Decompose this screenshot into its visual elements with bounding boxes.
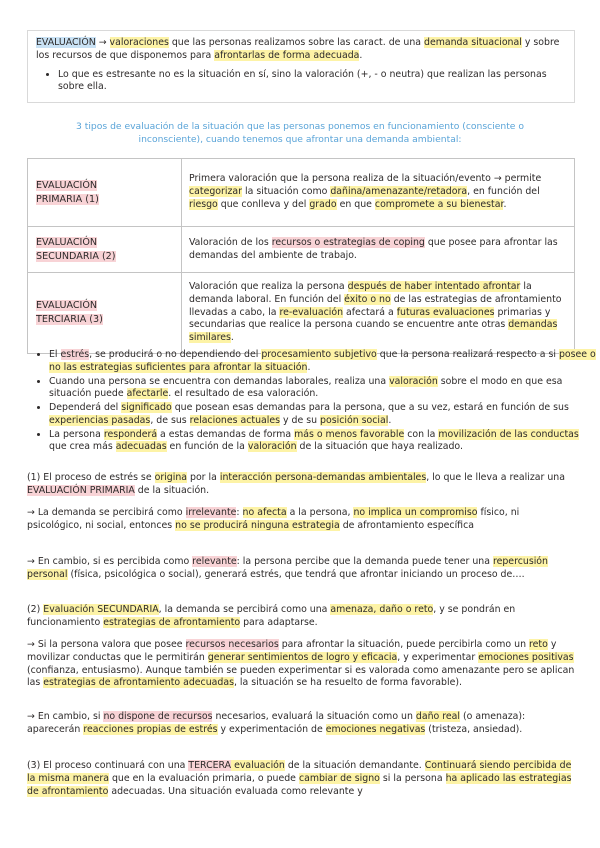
text: a estas demandas de forma — [157, 428, 295, 440]
text: → Si la persona valora que posee — [27, 639, 186, 650]
text: y movilizar conductas que le permitirán — [27, 639, 557, 663]
text: Valoración de los — [189, 236, 272, 248]
label-line: PRIMARIA (1) — [36, 193, 99, 205]
arrow-icon: → — [98, 37, 107, 48]
highlight: recursos necesarios — [185, 639, 279, 650]
text: , de sus — [150, 414, 190, 426]
text: . el resultado de esa valoración. — [168, 388, 319, 400]
highlight: posición social — [320, 414, 389, 426]
highlight: movilización de las conductas — [438, 428, 579, 440]
list-item — [49, 402, 597, 428]
label-tertiary — [28, 273, 182, 354]
text: de afrontamiento específica — [339, 519, 474, 531]
desc-secondary — [182, 227, 575, 273]
highlight: evaluación — [231, 760, 285, 771]
types-title: 3 tipos de evaluación de la situación que las personas ponemos en funcionamiento (consciente o inconsciente), cuando tenemos que afrontar una demanda ambiental: — [75, 121, 525, 145]
highlight: dañina/amenazante/retadora — [330, 186, 468, 198]
text: y de su — [280, 414, 321, 426]
text: , y se pondrán en funcionamiento — [27, 604, 516, 628]
text: . — [307, 361, 311, 373]
text: con la — [404, 428, 439, 440]
highlight: afectarle — [126, 388, 169, 400]
list-item — [49, 349, 597, 375]
text: de la situación demandante. — [284, 760, 425, 771]
paragraph-irrelevant — [27, 507, 575, 533]
highlight: reacciones propias de estrés — [83, 723, 218, 735]
highlight: repercusión personal — [27, 556, 548, 580]
text: de las estrategias de afrontamiento llevadas a cabo, la — [189, 293, 562, 318]
text: La persona — [49, 428, 104, 440]
text: sobre el modo en que esa situación puede — [49, 375, 563, 400]
text: : — [236, 507, 243, 518]
highlight: estrategias de afrontamiento adecuadas — [43, 677, 234, 689]
paragraph-primary-eval — [27, 472, 575, 498]
table-row-tertiary — [28, 273, 575, 354]
text: en que — [336, 198, 375, 210]
text: físico, ni psicológico, ni social, entonces — [27, 507, 520, 531]
text: Valoración que realiza la persona — [189, 281, 348, 293]
highlight: más o menos favorable — [294, 428, 405, 440]
text: por la — [187, 472, 220, 483]
highlight: significado — [121, 402, 172, 414]
definition-box — [27, 30, 575, 103]
text: que posee para afrontar las demandas del ambiente de trabajo. — [189, 236, 558, 261]
text: . — [503, 198, 507, 210]
highlight: emociones negativas — [325, 723, 426, 735]
highlight: interacción persona-demandas ambientales — [219, 472, 427, 483]
highlight: éxito o no — [344, 293, 391, 305]
text: Cuando una persona se encuentra con demandas laborales, realiza una — [49, 375, 390, 387]
text: que conlleva y del — [217, 198, 310, 210]
text: en función de la — [166, 441, 248, 453]
highlight: no dispone de recursos — [103, 711, 213, 722]
highlight: categorizar — [189, 186, 243, 198]
highlight: Continuará siendo percibida de la misma manera — [27, 760, 572, 784]
highlight: posee o no las estrategias suficientes para afrontar la situación — [49, 349, 596, 373]
label-line: EVALUACIÓN — [36, 236, 98, 248]
text: , en función del — [467, 186, 540, 198]
highlight: demanda situacional — [424, 37, 522, 48]
label-secondary — [28, 227, 182, 273]
text: que la persona realizará respecto a si — [376, 349, 559, 360]
highlight: valoración — [389, 375, 438, 387]
highlight: daño real — [415, 711, 461, 722]
text: si la persona — [379, 772, 446, 784]
highlight: EVALUACIÓN PRIMARIA — [27, 484, 135, 496]
highlight: responderá — [103, 428, 158, 440]
paragraph-tertiary-eval — [27, 760, 575, 798]
highlight: amenaza, daño o reto — [330, 604, 434, 615]
highlight: demandas similares — [189, 319, 558, 344]
label-line: TERCIARIA (3) — [36, 314, 103, 325]
text: (tristeza, ansiedad). — [425, 723, 523, 735]
text: y sobre los recursos de que disponemos para — [36, 37, 560, 61]
text: que posean esas demandas para la persona, que a su vez, estará en función de sus — [171, 402, 569, 414]
evaluation-types-table — [27, 158, 575, 354]
definition-bullet: • Lo que es estresante no es la situación en sí, sino la valoración (+, - o neutra) que realizan las personas sobre ella. — [58, 69, 566, 95]
text: , la situación se ha resuelto de forma favorable). — [233, 677, 463, 689]
label-primary — [28, 159, 182, 227]
text: (física, psicológica o social), generará estrés, que tendrá que afrontar iniciando un proceso de…. — [67, 568, 525, 580]
text: para adaptarse. — [240, 616, 318, 628]
highlight: emociones positivas — [478, 651, 574, 663]
paragraph-no-resources — [27, 711, 575, 737]
text: . — [230, 332, 234, 344]
table-row-primary — [28, 159, 575, 227]
highlight: futuras evaluaciones — [396, 306, 495, 318]
term-evaluacion: EVALUACIÓN — [36, 37, 96, 48]
table-row-secondary — [28, 227, 575, 273]
highlight: irrelevante — [185, 507, 237, 518]
text: (2) — [27, 604, 44, 615]
highlight: TERCERA — [188, 760, 232, 771]
text: El — [49, 349, 61, 360]
text: y experimentación de — [217, 723, 326, 735]
text: . — [388, 414, 392, 426]
highlight: recursos o estrategias de coping — [271, 236, 425, 248]
text: , y experimentar — [397, 651, 479, 663]
highlight: después de haber intentado afrontar — [347, 281, 521, 293]
paragraph-relevant — [27, 556, 575, 582]
highlight: valoraciones — [109, 37, 169, 48]
highlight: re-evaluación — [279, 306, 344, 318]
paragraph-secondary-eval — [27, 604, 575, 630]
text: → En cambio, si — [27, 711, 104, 722]
text: afectará a — [343, 306, 397, 318]
text: que las personas realizamos sobre las caract. de una — [168, 37, 424, 48]
text: → En cambio, si es percibida como — [27, 556, 193, 567]
highlight: adecuadas — [115, 441, 167, 453]
highlight: reto — [529, 639, 548, 650]
highlight: generar sentimientos de logro y eficacia — [207, 651, 398, 663]
highlight: estrategias de afrontamiento — [103, 616, 241, 628]
text: Dependerá del — [49, 402, 122, 414]
highlight: no se producirá ninguna estrategia — [175, 519, 340, 531]
text: adecuadas. Una situación evaluada como relevante y — [108, 785, 363, 797]
highlight: relevante — [192, 556, 237, 567]
text: (1) El proceso de estrés se — [27, 472, 155, 483]
highlight: compromete a su bienestar — [374, 198, 504, 210]
highlight: relaciones actuales — [189, 414, 281, 426]
highlight: experiencias pasadas — [49, 414, 151, 426]
text: . — [359, 49, 363, 61]
text: necesarios, evaluará la situación como un — [212, 711, 416, 722]
stress-bullets — [27, 349, 597, 455]
text: (3) El proceso continuará con una — [27, 760, 189, 771]
text: → La demanda se percibirá como — [27, 507, 186, 518]
text: de la situación. — [134, 484, 210, 496]
highlight: origina — [154, 472, 188, 483]
highlight: riesgo — [189, 198, 218, 210]
highlight: grado — [309, 198, 337, 210]
list-item — [49, 376, 597, 402]
highlight: estrés — [60, 349, 90, 360]
text: , lo que le lleva a realizar una — [426, 472, 565, 483]
text: la demanda laboral. En función del — [189, 281, 532, 305]
text: que en la evaluación primaria, o puede — [109, 772, 299, 784]
highlight: Evaluación SECUNDARIA — [43, 604, 159, 615]
highlight: no afecta — [242, 507, 287, 518]
desc-tertiary — [182, 273, 575, 354]
text: a la persona, — [286, 507, 354, 518]
highlight: afrontarlas de forma adecuada — [214, 49, 360, 61]
text: , se producirá o no dependiendo del — [89, 349, 262, 360]
highlight: ha aplicado las estrategias de afrontamiento — [27, 772, 572, 797]
text: (confianza, entusiasmo). Aunque también se pueden experimentar si es valorada como amenazante pero se aplican las — [27, 664, 575, 689]
definition-bullets — [36, 69, 566, 95]
highlight: valoración — [247, 441, 297, 453]
text: primarias y secundarias que realice la persona cuando se encuentre ante otras — [189, 306, 551, 331]
text: (o amenaza): aparecerán — [27, 711, 526, 735]
text: : la persona percibe que la demanda puede tener una — [236, 556, 493, 567]
text: de la situación que haya realizado. — [296, 441, 463, 453]
list-item — [49, 429, 597, 455]
label-line: EVALUACIÓN — [36, 300, 98, 312]
text: que crea más — [49, 441, 116, 453]
label-line: EVALUACIÓN — [36, 179, 98, 191]
text: para afrontar la situación, puede percibirla como un — [278, 639, 530, 650]
text: Primera valoración que la persona realiza de la situación/evento → permite — [189, 173, 542, 185]
paragraph-resources — [27, 639, 575, 690]
text: , la demanda se percibirá como una — [158, 604, 331, 615]
definition-text — [36, 37, 566, 63]
highlight: no implica un compromiso — [353, 507, 478, 518]
highlight: cambiar de signo — [298, 772, 380, 784]
highlight: procesamiento subjetivo — [261, 349, 377, 360]
text: la situación como — [242, 186, 331, 198]
desc-primary — [182, 159, 575, 227]
label-line: SECUNDARIA (2) — [36, 250, 116, 262]
